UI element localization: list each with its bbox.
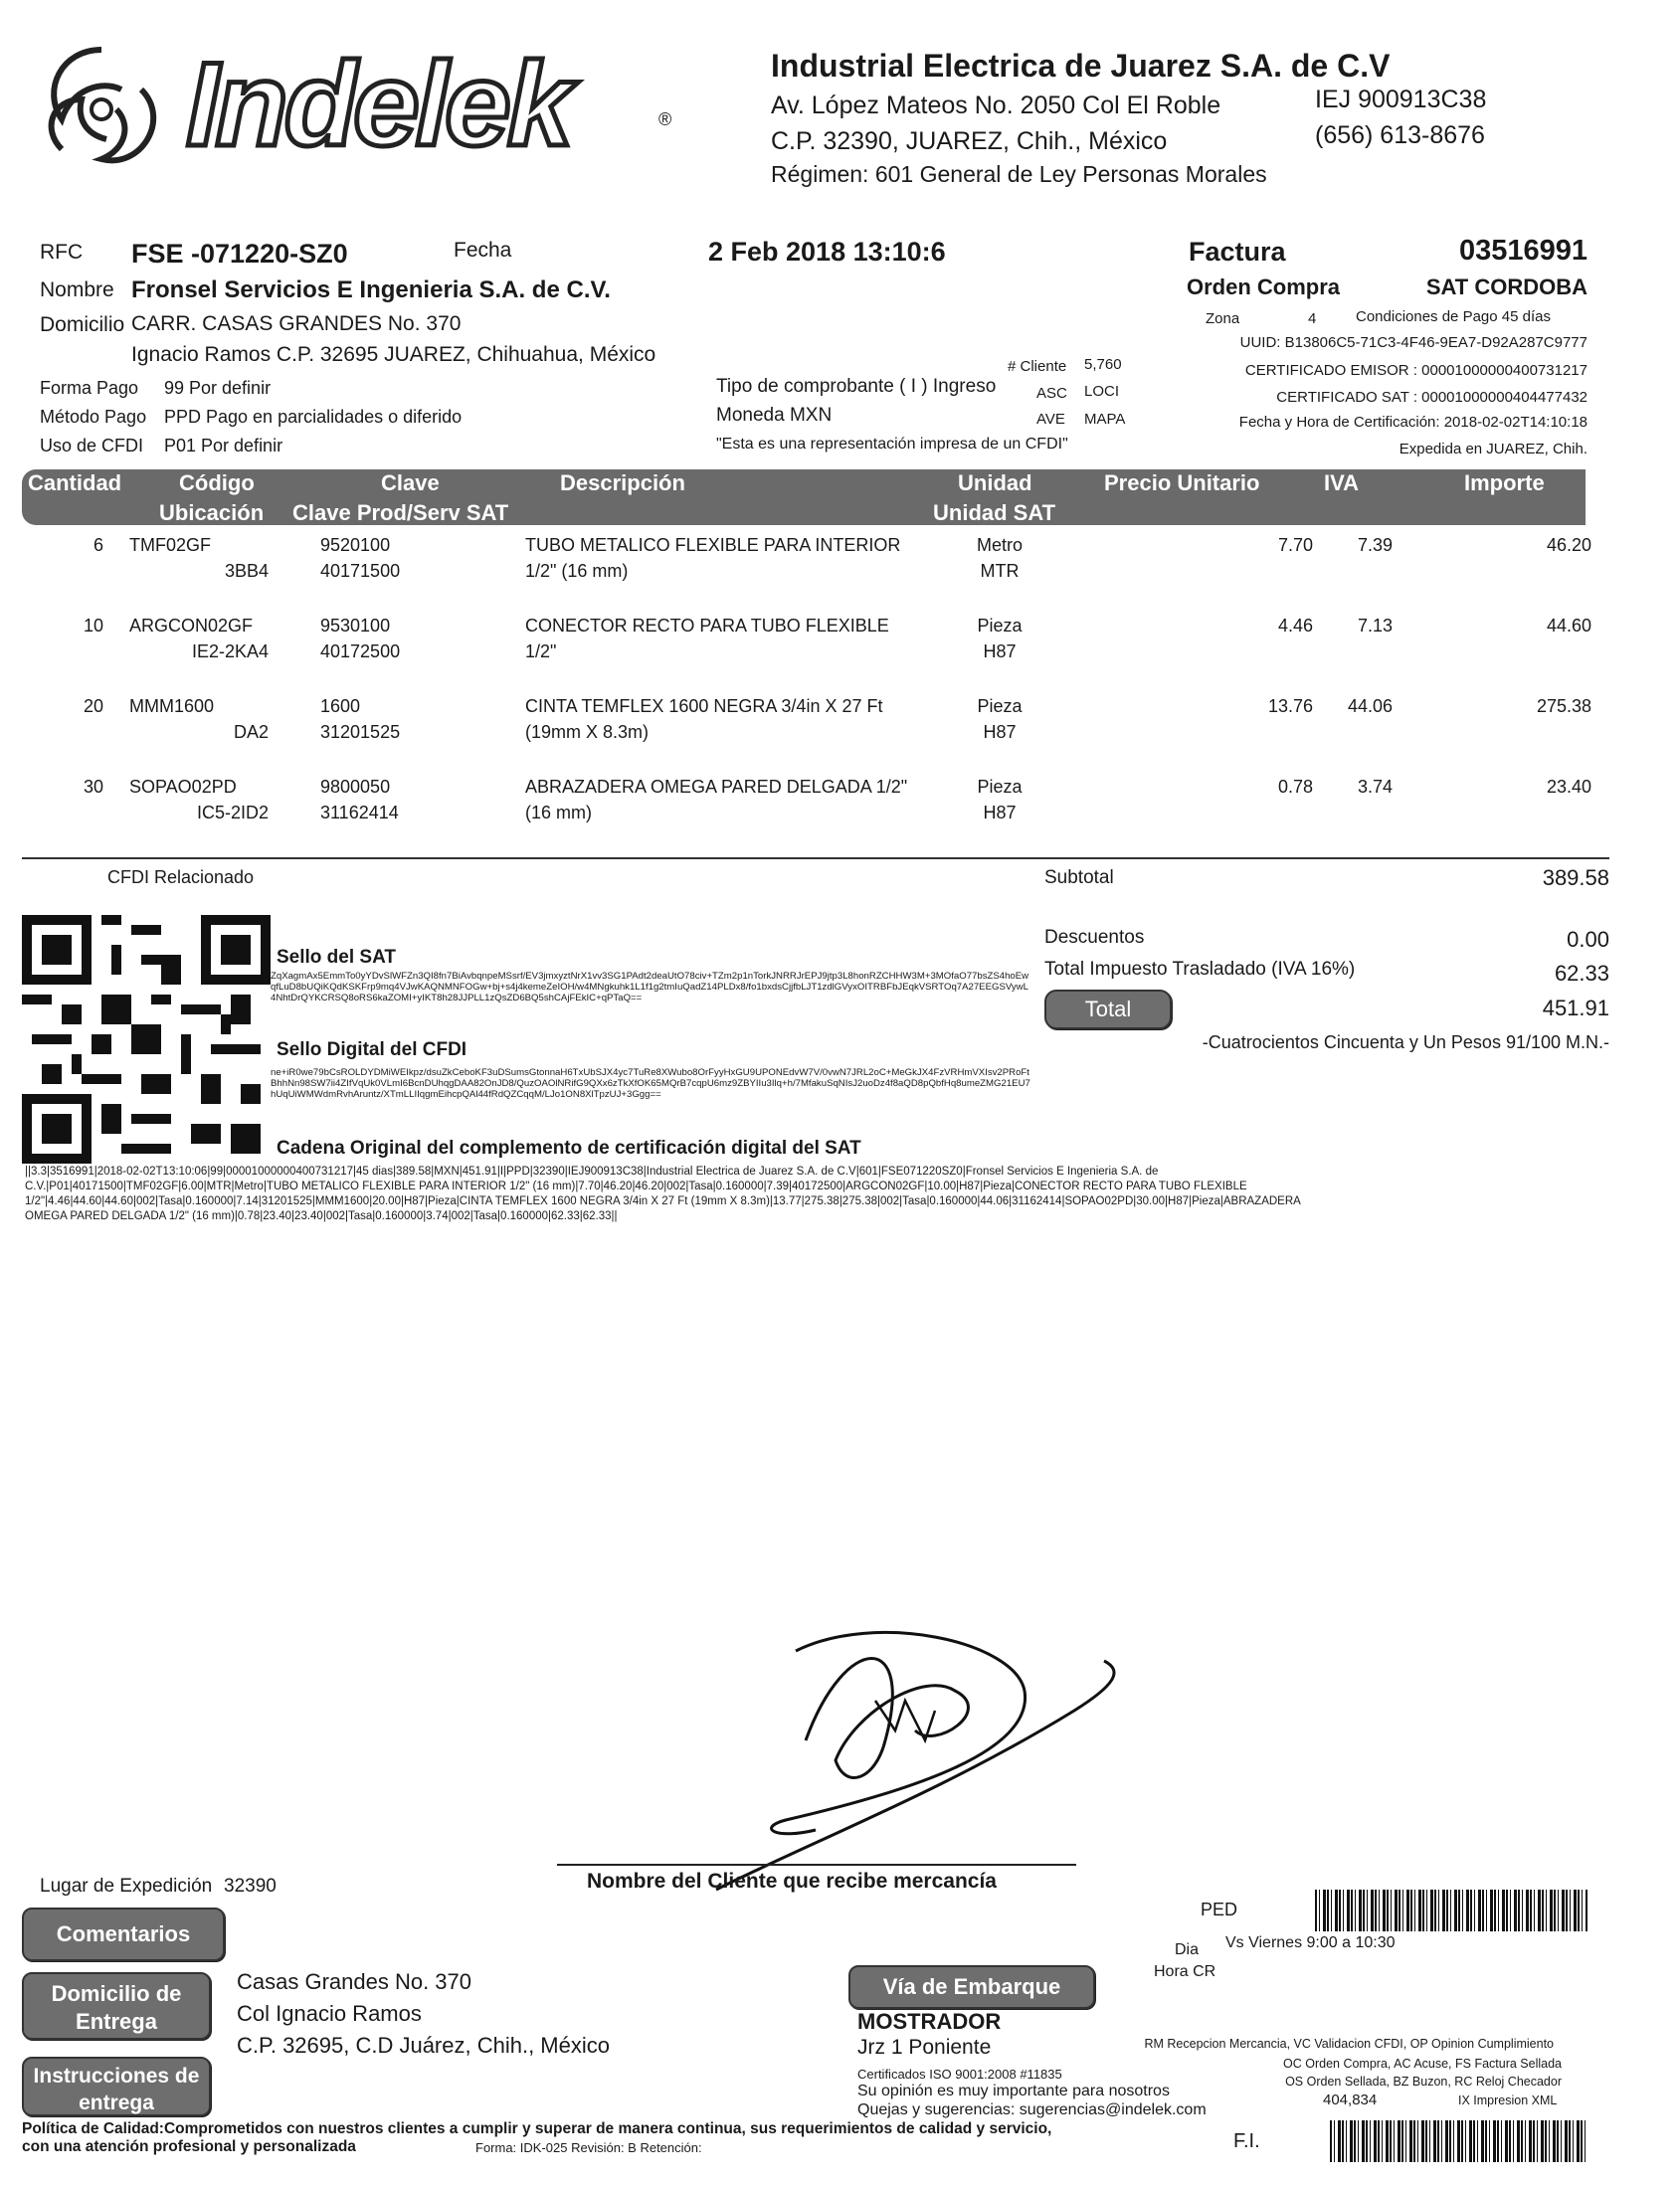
row-quantity: 20 (83, 696, 103, 716)
expedida-en: Expedida en JUAREZ, Chih. (1399, 441, 1587, 457)
quejas-note: Quejas y sugerencias: sugerencias@indelek.com (857, 2101, 1207, 2118)
num-cliente-value: 5,760 (1084, 356, 1122, 373)
sello-sat-value: ZqXagmAx5EmmTo0yYDvSlWFZn3QI8fn7BiAvbqnpeMSsrf/EV3jmxyztNrX1vv3SG1PAdt2deaUtO78civ+TZm2p1nTorkJNRRJrEPJ9jtp3L8honRZCHHW3M+3MOfaO77bsZS4hoEwqfLuD8bUQiKQdKSKFrp9mq4VJwKAQNMNFOGw+bj+s4j4kemeZeIOH/w4MNgkuhk1L1f1g2tmIuQadZ14PLDx8/fo1bxdsCjjfbLJT1zdlGVyxOITRBFbJEqkVSRTOq7A27EEGSVywL4NhtDrQYKCRSQ8oRS6kaZOMI+yIKT8h28JJPLL1zQsZD6BQ5shCAjFEkIC+qPTaQ== (271, 971, 1029, 1003)
row-unit: Pieza (977, 777, 1023, 797)
row-unit: Metro (976, 535, 1023, 555)
rfc-value: FSE -071220-SZ0 (131, 239, 348, 269)
entrega-line3: C.P. 32695, C.D Juárez, Chih., México (237, 2033, 610, 2058)
iso-cert: Certificados ISO 9001:2008 #11835 (857, 2067, 1062, 2082)
row-unit-price: 0.78 (1277, 777, 1313, 797)
row-description-2: (16 mm) (525, 803, 592, 822)
certificado-sat: CERTIFICADO SAT : 00001000000404477432 (1276, 389, 1587, 406)
moneda: Moneda MXN (716, 405, 833, 426)
subtotal-value: 389.58 (1542, 865, 1609, 890)
col-cantidad: Cantidad (28, 470, 122, 495)
row-unit-sat: MTR (980, 561, 1020, 581)
representacion-note: "Esta es una representación impresa de un CFDI" (716, 436, 1068, 453)
row-clave: 9520100 (320, 535, 391, 555)
subtotal-label: Subtotal (1044, 867, 1114, 888)
total-letra: -Cuatrocientos Cincuenta y Un Pesos 91/100 M.N.- (1202, 1032, 1609, 1052)
mostrador: MOSTRADOR (857, 2009, 1002, 2034)
qr-code-icon (22, 915, 271, 1164)
col-unidad-sat: Unidad SAT (933, 500, 1056, 525)
fi-label: F.I. (1233, 2130, 1260, 2152)
opinion-note: Su opinión es muy importante para nosotros (857, 2083, 1170, 2099)
legend-line2: OC Orden Compra, AC Acuse, FS Factura Sellada (1283, 2057, 1562, 2071)
rfc-label: RFC (40, 241, 84, 264)
row-unit-price: 13.76 (1267, 696, 1313, 716)
zona-value: 4 (1308, 310, 1317, 327)
dia-value: Vs Viernes 9:00 a 10:30 (1225, 1934, 1396, 1951)
company-address2: C.P. 32390, JUAREZ, Chih., México (771, 127, 1168, 155)
row-iva: 44.06 (1347, 696, 1393, 716)
lugar-expedicion-label: Lugar de Expedición (40, 1876, 213, 1897)
row-location: 3BB4 (224, 561, 269, 581)
descuentos-label: Descuentos (1044, 927, 1145, 948)
row-unit: Pieza (977, 696, 1023, 716)
logo-wordmark: Indelek (186, 38, 570, 171)
legend-number: 404,834 (1323, 2092, 1378, 2108)
politica-calidad-line2: con una atención profesional y personalizada (22, 2138, 356, 2155)
company-address1: Av. López Mateos No. 2050 Col El Roble (771, 91, 1221, 119)
entrega-line1: Casas Grandes No. 370 (237, 1969, 472, 1994)
sello-sat-label: Sello del SAT (277, 947, 397, 968)
ped-label: PED (1201, 1900, 1238, 1919)
impuesto-value: 62.33 (1554, 961, 1609, 986)
forma-pago-label: Forma Pago (40, 378, 139, 398)
row-location: DA2 (233, 722, 269, 742)
total-label: Total (1044, 990, 1172, 1029)
row-unit-price: 7.70 (1277, 535, 1313, 555)
row-description-2: 1/2" (525, 641, 557, 661)
table-bottom-rule (22, 857, 1609, 859)
row-unit-sat: H87 (983, 722, 1017, 742)
orden-compra-label: Orden Compra (1187, 274, 1341, 299)
row-quantity: 6 (93, 535, 103, 555)
politica-calidad-line1: Política de Calidad:Comprometidos con nuestros clientes a cumplir y superar de manera continua, sus requerimientos de calidad y servicio, (22, 2120, 1052, 2137)
col-codigo: Código (179, 470, 255, 495)
uso-cfdi-value: P01 Por definir (164, 436, 283, 455)
row-description-2: 1/2" (16 mm) (525, 561, 629, 581)
tipo-comprobante: Tipo de comprobante ( I ) Ingreso (716, 376, 997, 397)
row-clave-sat: 31201525 (320, 722, 401, 742)
row-clave: 1600 (320, 696, 361, 716)
cadena-line1: ||3.3|3516991|2018-02-02T13:10:06|99|00001000000400731217|45 dias|389.58|MXN|451.91|I|PPD|32390|IEJ900913C38|Industrial Electrica de Juarez S.A. de C.V|601|FSE071220SZ0|Fronsel Servicios E Ingenieria S.A. de (25, 1166, 1159, 1178)
sello-cfdi-label: Sello Digital del CFDI (277, 1039, 467, 1060)
company-logo (22, 30, 678, 199)
row-amount: 23.40 (1546, 777, 1591, 797)
zona-label: Zona (1206, 310, 1240, 327)
col-clave: Clave (381, 470, 440, 495)
uuid: UUID: B13806C5-71C3-4F46-9EA7-D92A287C9777 (1239, 334, 1587, 351)
via-embarque-badge: Vía de Embarque (848, 1965, 1095, 2009)
metodo-pago-value: PPD Pago en parcialidades o diferido (164, 407, 463, 427)
asc-label: ASC (1036, 385, 1067, 402)
row-iva: 3.74 (1357, 777, 1393, 797)
row-unit-price: 4.46 (1277, 616, 1313, 636)
instrucciones-badge: Instrucciones de entrega (22, 2057, 211, 2116)
forma-pago-value: 99 Por definir (164, 378, 272, 398)
hora-label: Hora CR (1154, 1963, 1216, 1980)
row-amount: 46.20 (1546, 535, 1591, 555)
lugar-expedicion-value: 32390 (224, 1876, 277, 1897)
cadena-line2: C.V.|P01|40171500|TMF02GF|6.00|MTR|Metro|TUBO METALICO FLEXIBLE PARA INTERIOR 1/2" (16 mm)|7.70|46.20|46.20|002|Tasa|0.160000|7.39|40172500|ARGCON02GF|10.00|H87|Pieza|CONECTOR RECTO PARA TUBO FLEXIBLE (25, 1181, 1247, 1192)
row-clave-sat: 40171500 (320, 561, 401, 581)
row-description: ABRAZADERA OMEGA PARED DELGADA 1/2" (525, 777, 908, 797)
impuesto-label: Total Impuesto Trasladado (IVA 16%) (1044, 959, 1356, 980)
entrega-line2: Col Ignacio Ramos (237, 2001, 422, 2026)
row-amount: 275.38 (1536, 696, 1591, 716)
company-name: Industrial Electrica de Juarez S.A. de C.V (771, 48, 1391, 84)
row-iva: 7.13 (1357, 616, 1393, 636)
fecha-value: 2 Feb 2018 13:10:6 (708, 237, 946, 267)
col-ubicacion: Ubicación (159, 500, 265, 525)
company-phone: (656) 613-8676 (1315, 121, 1485, 149)
row-description: TUBO METALICO FLEXIBLE PARA INTERIOR (525, 535, 901, 555)
row-amount: 44.60 (1546, 616, 1591, 636)
cadena-line3: 1/2"|4.46|44.60|44.60|002|Tasa|0.160000|7.14|31201525|MMM1600|20.00|H87|Pieza|CINTA TEMFLEX 1600 NEGRA 3/4in X 27 Ft (19mm X 8.3m)|13.77|275.38|275.38|002|Tasa|0.160000|44.06|31162414|SOPAO02PD|30.00|H87|Pieza|ABRAZADERA (25, 1195, 1301, 1207)
row-clave-sat: 40172500 (320, 641, 401, 661)
cfdi-relacionado: CFDI Relacionado (107, 867, 255, 887)
row-quantity: 30 (83, 777, 103, 797)
col-importe: Importe (1464, 470, 1545, 495)
row-code: MMM1600 (129, 696, 215, 716)
legend-line1: RM Recepcion Mercancia, VC Validacion CFDI, OP Opinion Cumplimiento (1144, 2037, 1554, 2051)
barcode-bottom (1330, 2120, 1587, 2162)
ave-label: AVE (1036, 411, 1065, 428)
registered-mark: ® (658, 109, 672, 129)
uso-cfdi-label: Uso de CFDI (40, 436, 144, 455)
row-unit-sat: H87 (983, 641, 1017, 661)
domicilio-entrega-badge: Domicilio de Entrega (22, 1972, 211, 2040)
certificado-emisor: CERTIFICADO EMISOR : 00001000000400731217 (1244, 362, 1587, 379)
col-precio: Precio Unitario (1104, 470, 1260, 495)
total-value: 451.91 (1542, 996, 1609, 1020)
col-clave-prod: Clave Prod/Serv SAT (292, 500, 509, 525)
nombre-value: Fronsel Servicios E Ingenieria S.A. de C.V. (131, 276, 611, 303)
fecha-label: Fecha (454, 239, 512, 262)
row-unit: Pieza (977, 616, 1023, 636)
domicilio-line2: Ignacio Ramos C.P. 32695 JUAREZ, Chihuahua, México (131, 343, 656, 366)
factura-number: 03516991 (1458, 235, 1587, 267)
col-descripcion: Descripción (560, 470, 685, 495)
asc-value: LOCI (1084, 383, 1120, 400)
cadena-original-label: Cadena Original del complemento de certificación digital del SAT (277, 1138, 861, 1159)
sello-cfdi-value: ne+iR0we79bCsROLDYDMiWEIkpz/dsuZkCeboKF3uDSumsGtonnaH6TxUbSJX4yc7TuRe8XWubo8OrFyyHxGU9UPONEdvW7V/0vwN7JRL2oC+MeGkJX4FzVRHmVXIsv2PRoFtBhhNn98SW7ii4ZIfVqUk0VLmI6BcnDUhqgDAA82OnJD8/QuzOAOlNRifG9QXx6zTkXfOK65MQrB7cqpU6mz9ZBYIIu3Ilq+h/7MfakuSqNIsJ2uoDz4f8aQD8pQbfHq8umeZMG21EU7hUqUiWMWdmRvhAruntz/XTmLLIIqgmEihcpQAl44fRdQZCqqM/LJo1ON8XlTpzUJ+3Ggg== (271, 1067, 1030, 1100)
row-clave-sat: 31162414 (320, 803, 399, 822)
orden-compra-value: SAT CORDOBA (1425, 274, 1587, 299)
forma-revision: Forma: IDK-025 Revisión: B Retención: (475, 2140, 702, 2155)
ave-value: MAPA (1084, 411, 1126, 428)
factura-label: Factura (1189, 237, 1286, 267)
company-rfc: IEJ 900913C38 (1315, 86, 1487, 113)
domicilio-line1: CARR. CASAS GRANDES No. 370 (131, 312, 462, 335)
col-iva: IVA (1324, 470, 1360, 495)
cadena-line4: OMEGA PARED DELGADA 1/2" (16 mm)|0.78|23.40|23.40|002|Tasa|0.160000|3.74|002|Tasa|0.160000|62.33|62.33|| (25, 1210, 618, 1222)
fecha-certificacion: Fecha y Hora de Certificación: 2018-02-02T14:10:18 (1238, 414, 1587, 431)
firma-label: Nombre del Cliente que recibe mercancía (587, 1870, 997, 1893)
domicilio-label: Domicilio (40, 313, 125, 336)
legend-line3: OS Orden Sellada, BZ Buzon, RC Reloj Checador (1285, 2075, 1562, 2089)
metodo-pago-label: Método Pago (40, 407, 147, 427)
row-code: SOPAO02PD (129, 777, 237, 797)
legend-line4: IX Impresion XML (1458, 2094, 1558, 2107)
num-cliente-label: # Cliente (1008, 358, 1067, 375)
row-location: IC5-2ID2 (196, 803, 269, 822)
row-unit-sat: H87 (983, 803, 1017, 822)
swirl-logo-icon (22, 30, 181, 189)
row-clave: 9800050 (320, 777, 391, 797)
dia-label: Dia (1175, 1941, 1200, 1958)
row-iva: 7.39 (1357, 535, 1393, 555)
row-code: ARGCON02GF (129, 616, 254, 636)
comentarios-badge: Comentarios (22, 1908, 225, 1961)
condiciones-pago: Condiciones de Pago 45 días (1356, 308, 1551, 325)
nombre-label: Nombre (40, 278, 114, 301)
row-quantity: 10 (83, 616, 103, 636)
row-description: CONECTOR RECTO PARA TUBO FLEXIBLE (525, 616, 889, 636)
row-clave: 9530100 (320, 616, 391, 636)
row-description-2: (19mm X 8.3m) (525, 722, 650, 742)
row-code: TMF02GF (129, 535, 212, 555)
descuentos-value: 0.00 (1567, 927, 1609, 952)
company-regime: Régimen: 601 General de Ley Personas Morales (771, 161, 1267, 187)
col-unidad: Unidad (958, 470, 1032, 495)
signature-line (557, 1864, 1076, 1866)
row-description: CINTA TEMFLEX 1600 NEGRA 3/4in X 27 Ft (525, 696, 883, 716)
row-location: IE2-2KA4 (191, 641, 269, 661)
barcode-top (1315, 1890, 1587, 1931)
jrz-poniente: Jrz 1 Poniente (857, 2036, 992, 2059)
